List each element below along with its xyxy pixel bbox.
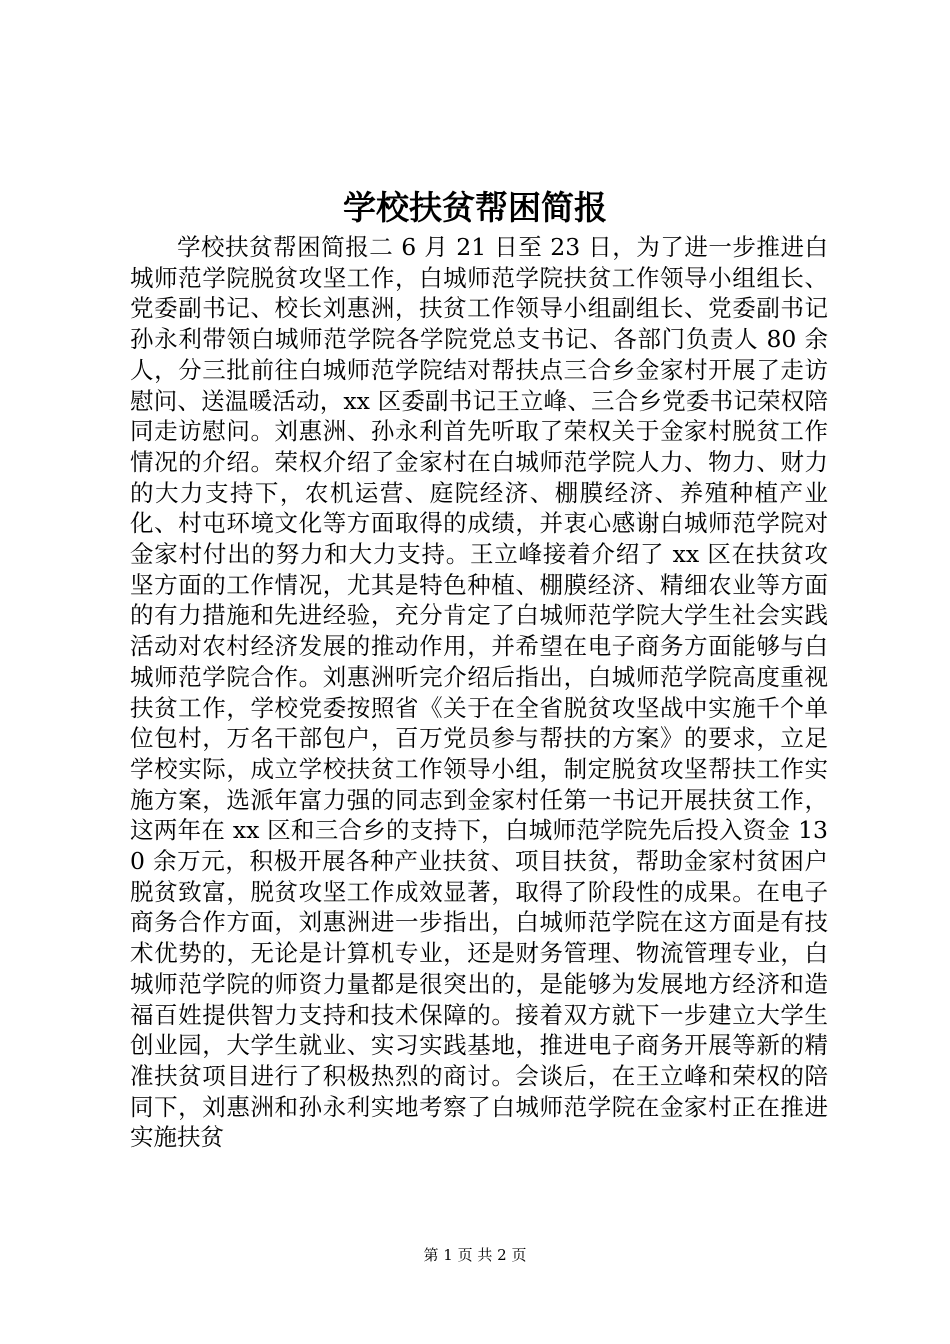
body-paragraph: 学校扶贫帮困简报二 6 月 21 日至 23 日，为了进一步推进白城师范学院脱贫攻坚工作，白城师范学院扶贫工作领导小组组长、党委副书记、校长刘惠洲，扶贫工作领导小组副组长、党委副书记孙永利带领白城师范学院各学院党总支书记、各部门负责人 80 余人，分三批前往白城师范学院结对帮扶点三合乡金家村开展了走访慰问、送温暖活动，xx 区委副书记王立峰、三合乡党委书记荣权陪同走访慰问。刘惠洲、孙永利首先听取了荣权关于金家村脱贫工作情况的介绍。荣权介绍了金家村在白城师范学院人力、物力、财力的大力支持下，农机运营、庭院经济、棚膜经济、养殖种植产业化、村屯环境文化等方面取得的成绩，并衷心感谢白城师范学院对金家村付出的努力和大力支持。王立峰接着介绍了 xx 区在扶贫攻坚方面的工作情况，尤其是特色种植、棚膜经济、精细农业等方面的有力措施和先进经验，充分肯定了白城师范学院大学生社会实践活动对农村经济发展的推动作用，并希望在电子商务方面能够与白城师范学院合作。刘惠洲听完介绍后指出，白城师范学院高度重视扶贫工作，学校党委按照省《关于在全省脱贫攻坚战中实施千个单位包村，万名干部包户，百万党员参与帮扶的方案》的要求，立足学校实际，成立学校扶贫工作领导小组，制定脱贫攻坚帮扶工作实施方案，选派年富力强的同志到金家村任第一书记开展扶贫工作，这两年在 xx 区和三合乡的支持下，白城师范学院先后投入资金 130 余万元，积极开展各种产业扶贫、项目扶贫，帮助金家村贫困户脱贫致富，脱贫攻坚工作成效显著，取得了阶段性的成果。在电子商务合作方面，刘惠洲进一步指出，白城师范学院在这方面是有技术优势的，无论是计算机专业，还是财务管理、物流管理专业，白城师范学院的师资力量都是很突出的，是能够为发展地方经济和造福百姓提供智力支持和技术保障的。接着双方就下一步建立大学生创业园，大学生就业、实习实践基地，推进电子商务开展等新的精准扶贫项目进行了积极热烈的商讨。会谈后，在王立峰和荣权的陪同下，刘惠洲和孙永利实地考察了白城师范学院在金家村正在推进实施扶贫 xyxy=(130,233,828,1152)
document-title: 学校扶贫帮困简报 xyxy=(343,188,607,227)
page-number-footer: 第 1 页 共 2 页 xyxy=(423,1246,527,1264)
